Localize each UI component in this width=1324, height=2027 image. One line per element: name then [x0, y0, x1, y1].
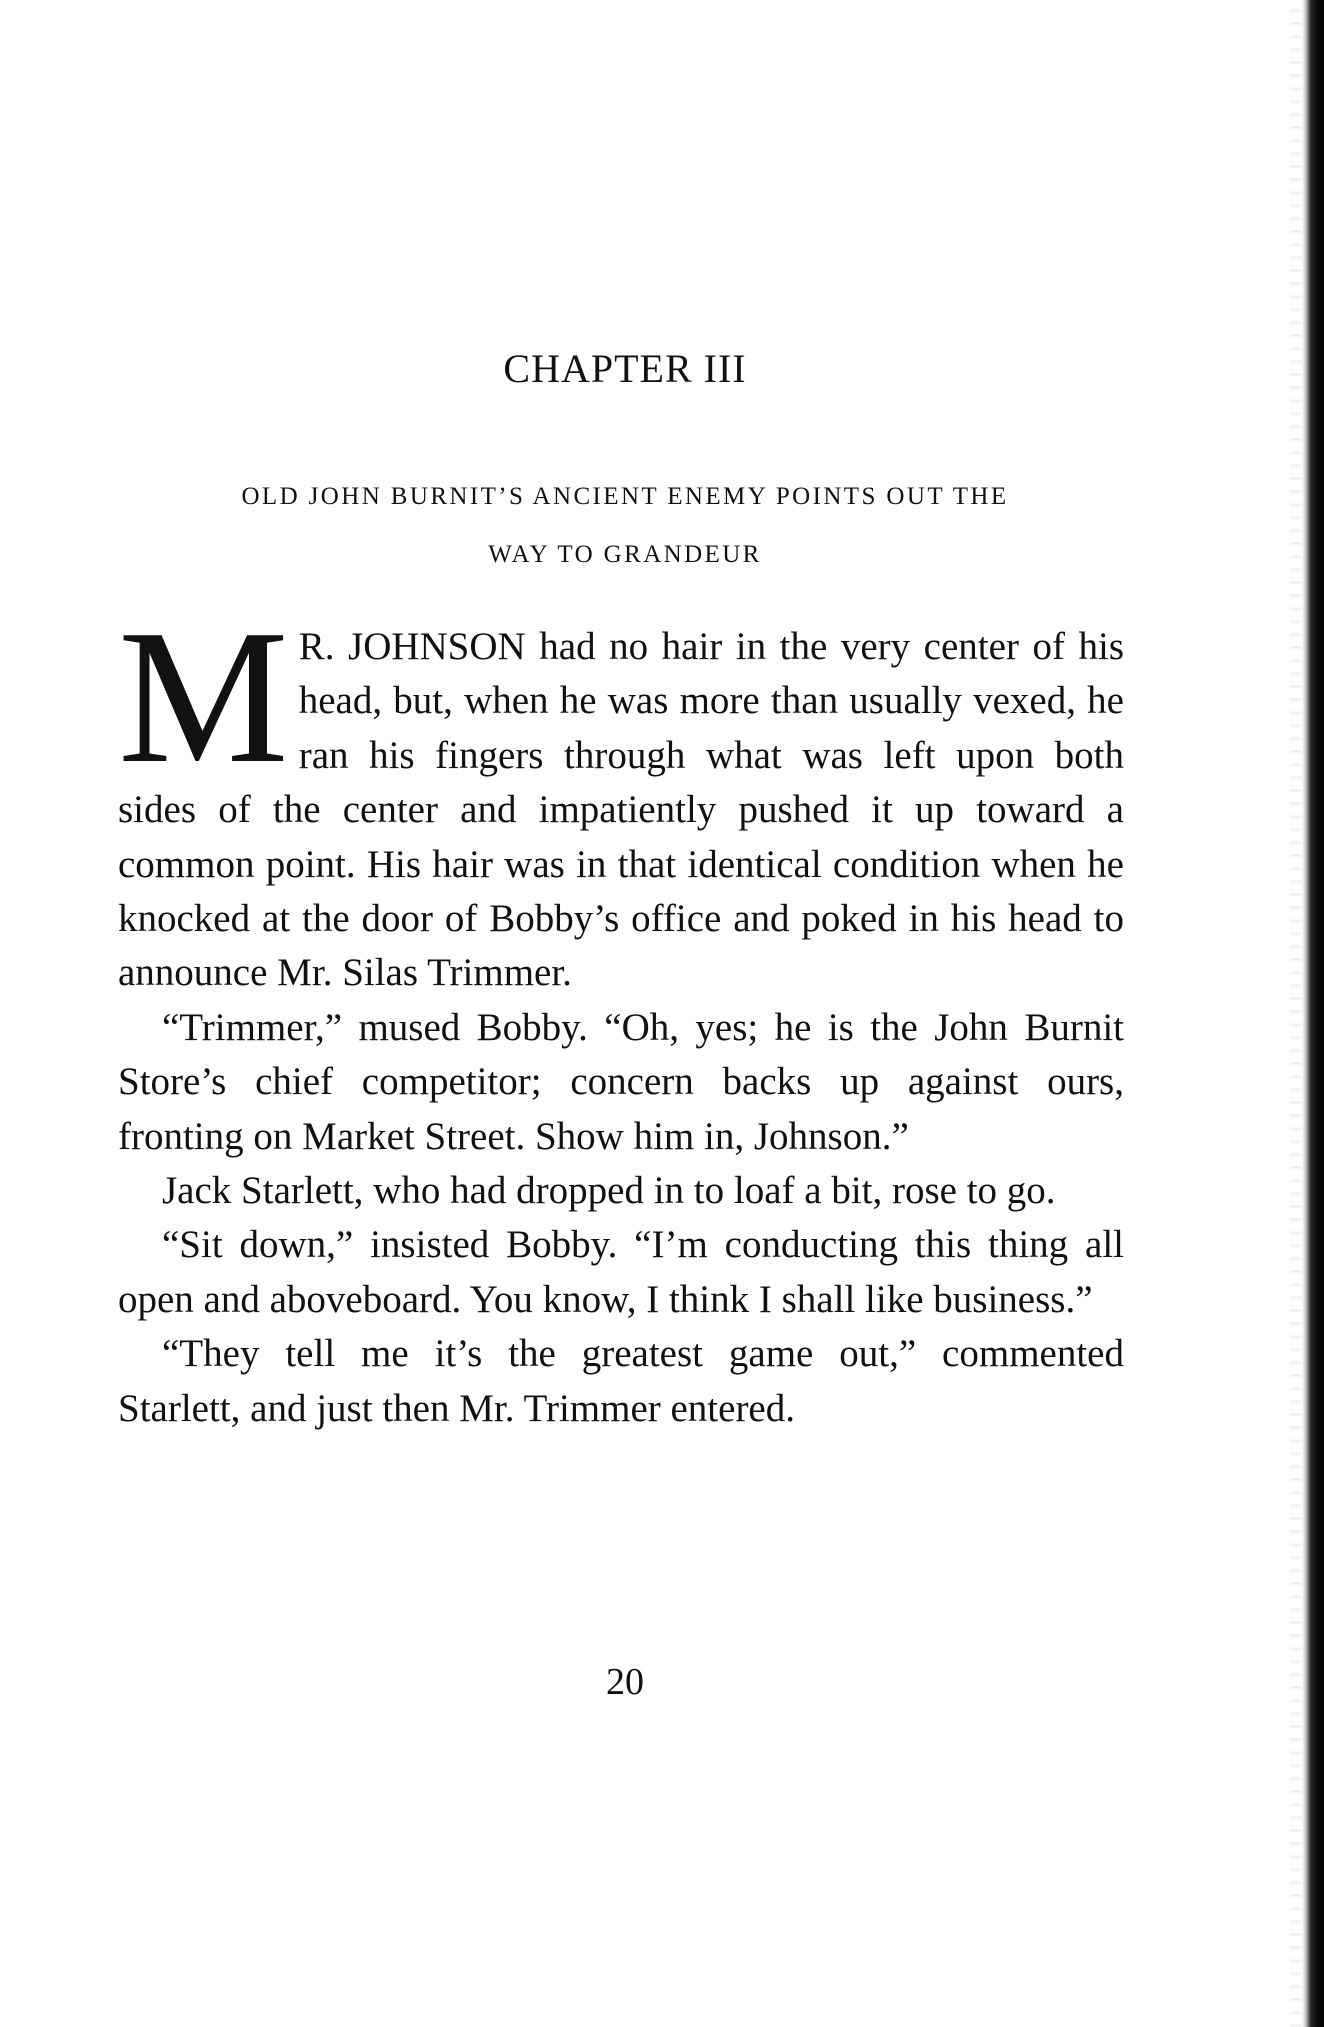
chapter-subtitle-line-2: WAY TO GRANDEUR [488, 541, 762, 568]
paragraph-1 [118, 590, 1125, 1001]
chapter-subtitle-line-1: OLD JOHN BURNIT’S ANCIENT ENEMY POINTS OUT THE [241, 483, 1009, 510]
binding-edge [1302, 0, 1324, 2027]
binding-shadow [1290, 0, 1302, 2027]
paragraph-3: Jack Starlett, who had dropped in to loaf a bit, rose to go. [162, 1169, 1056, 1213]
page-number: 20 [606, 1661, 644, 1703]
lead-in: R. JOHNSON [298, 625, 526, 668]
paragraph-2: “Trimmer,” mused Bobby. “Oh, yes; he is the John Burnit Store’s chief competitor; concern backs up against ours, fronting on Market Street. Show him in, Johnson.” [118, 1005, 1124, 1158]
paragraph-5: “They tell me it’s the greatest game out,” commented Starlett, and just then Mr. Trimmer entered. [118, 1332, 1124, 1430]
paragraph-1-text: had no hair in the very center of his head, but, when he was more than usually vexed, he ran his fingers through what was left upon both sides of the center and impatiently pushed it up toward a common point. His hair was in that identical condition when he knocked at the door of Bobby’s office and poked in his head to announce Mr. Silas Trimmer. [118, 625, 1125, 995]
chapter-body [118, 590, 1125, 1436]
chapter-title: CHAPTER III [503, 346, 747, 391]
chapter-subtitle [118, 468, 1132, 584]
paragraph-4: “Sit down,” insisted Bobby. “I’m conducting this thing all open and aboveboard. You know, I think I shall like business.” [118, 1223, 1124, 1321]
drop-cap: M [118, 590, 289, 803]
